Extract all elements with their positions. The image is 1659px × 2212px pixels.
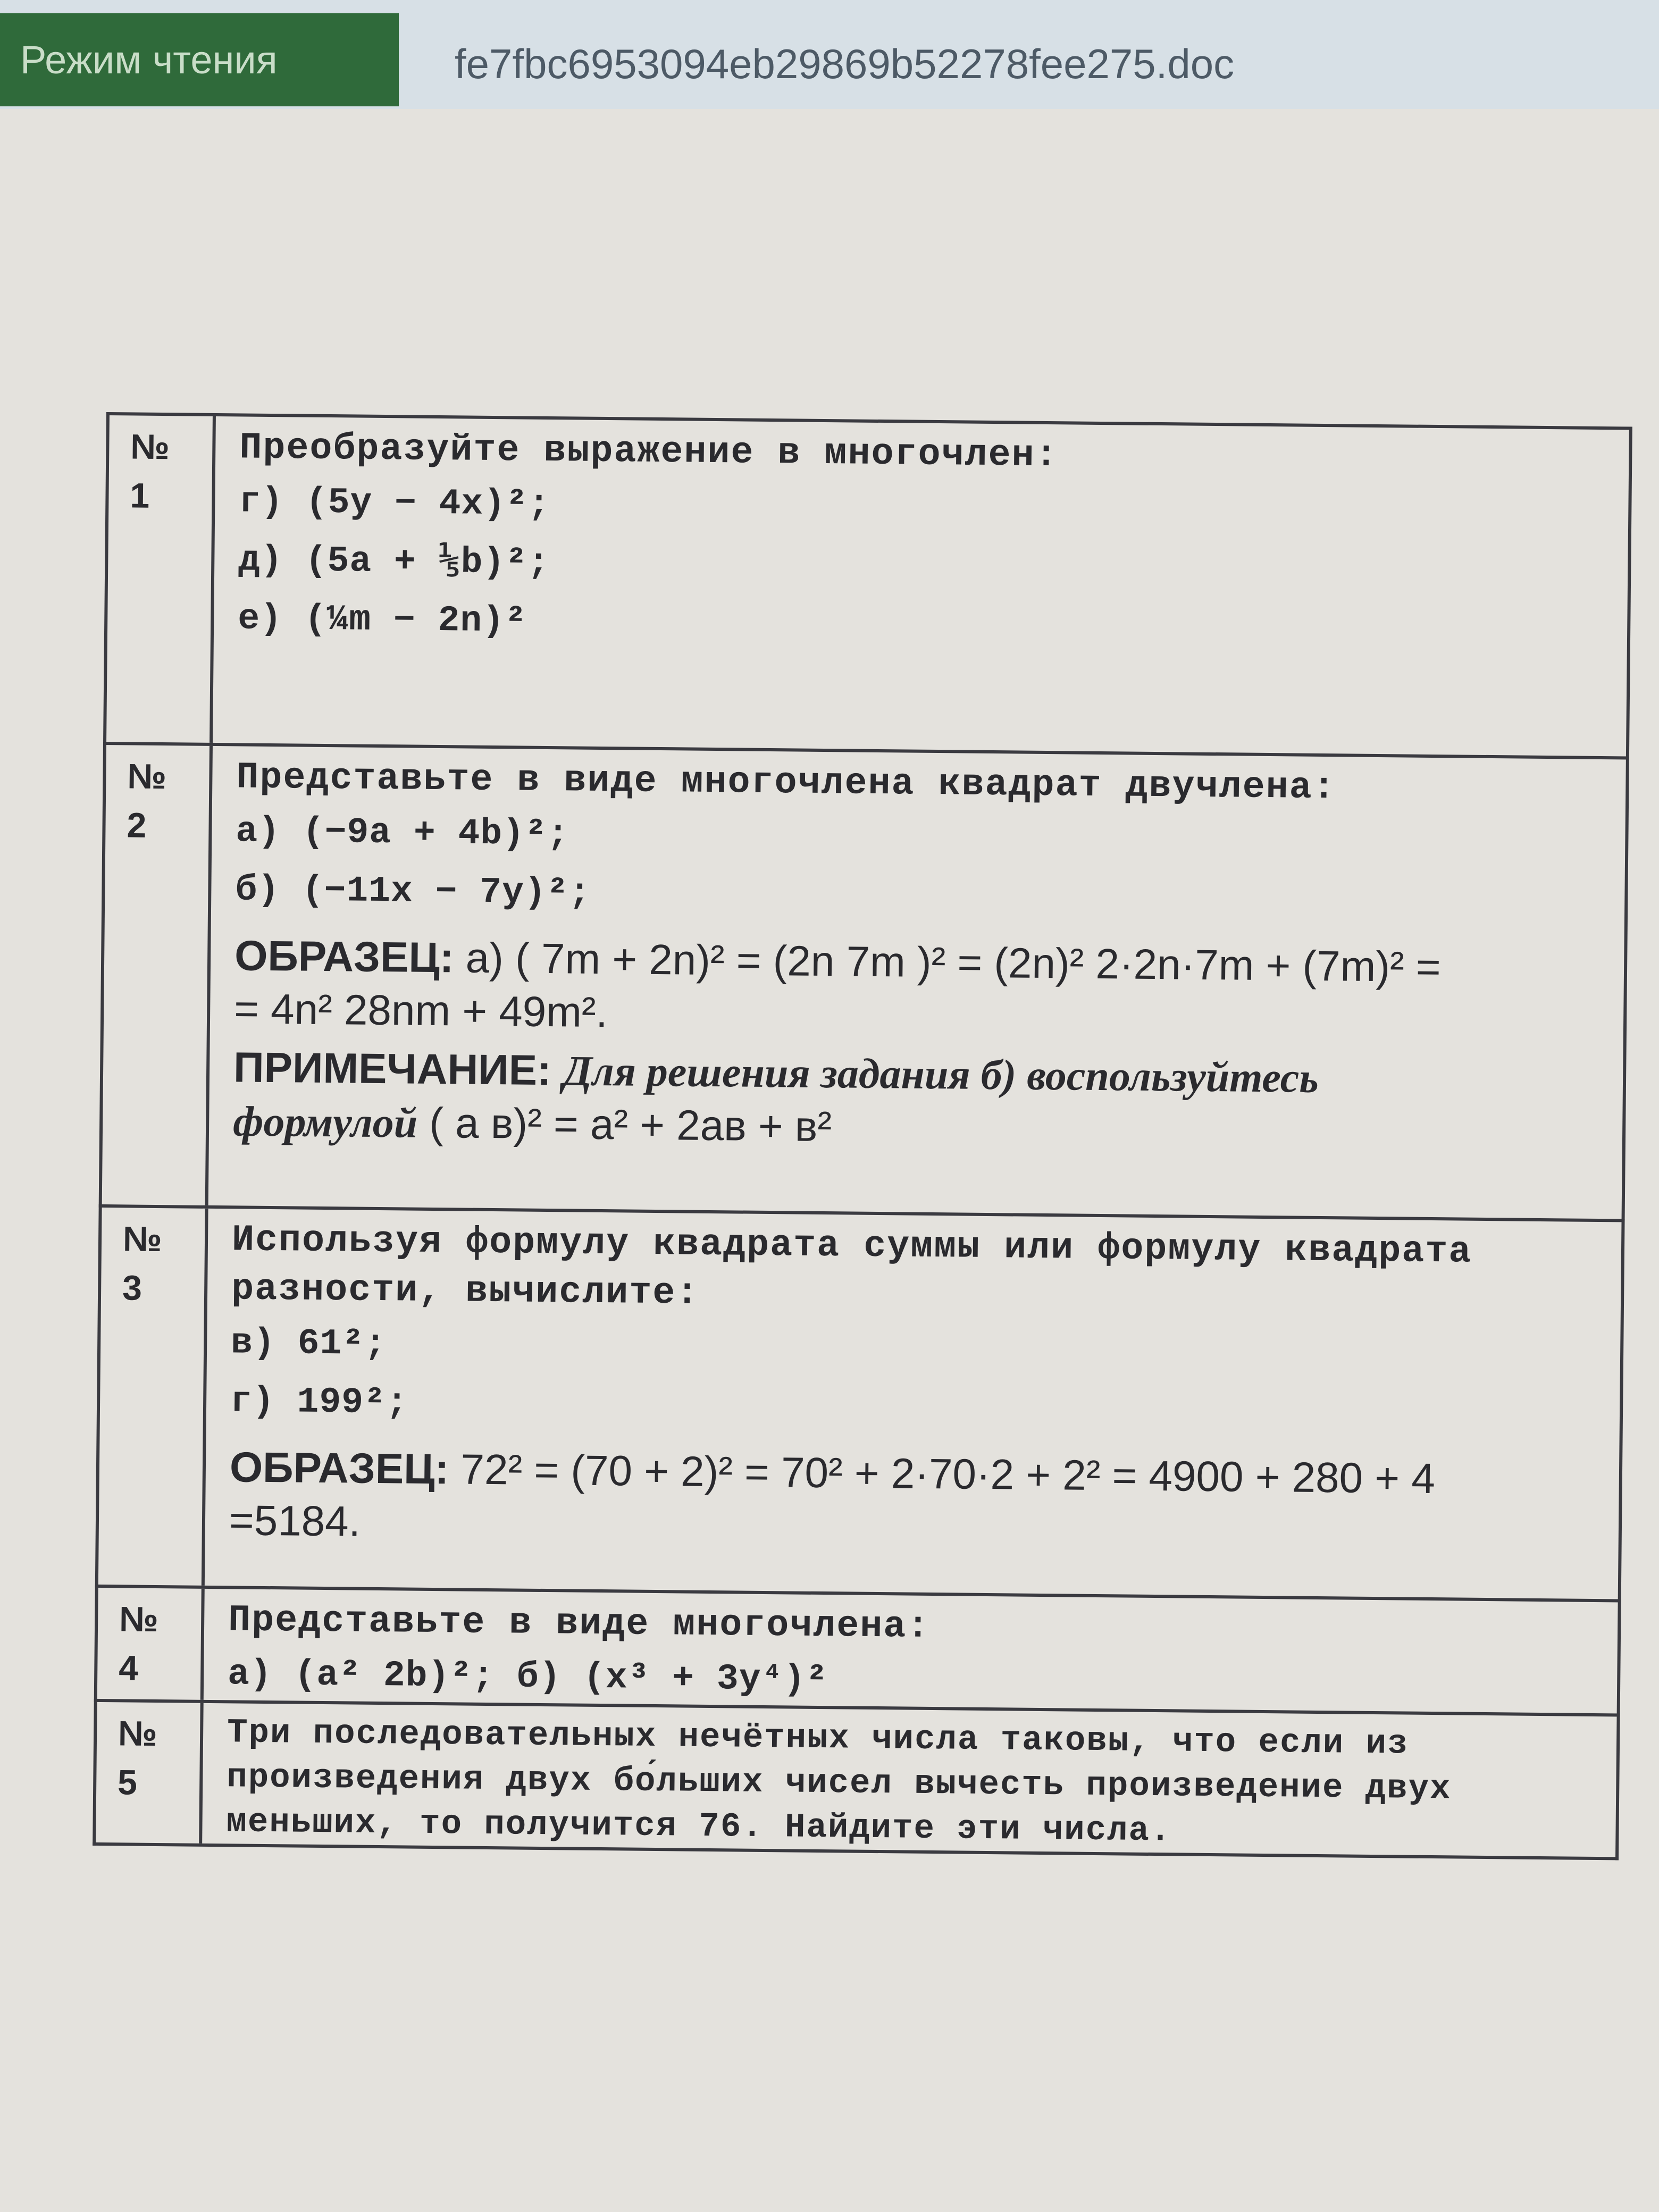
task-number: № 5: [96, 1702, 204, 1844]
sample-line: =5184.: [229, 1496, 361, 1545]
task-item: г) 199²;: [230, 1381, 408, 1424]
task-title: Представьте в виде многочлена квадрат двучлена:: [236, 757, 1337, 810]
task-title: Три последовательных нечётных числа таковы, что если из произведения двух бо́льших чисел вычесть произведение двух меньших, то получится 76. Найдите эти числа.: [226, 1714, 1452, 1851]
sample-line: = 4n² 28nm + 49m².: [233, 985, 608, 1036]
task-number: № 3: [98, 1208, 208, 1586]
task-row-4: [94, 1588, 1621, 1717]
sample-label: ОБРАЗЕЦ:: [229, 1443, 449, 1493]
sample-line: 72² = (70 + 2)² = 70² + 2·70·2 + 2² = 4900 + 280 + 4: [460, 1445, 1436, 1503]
task-item: д) (5a + ⅕b)²;: [238, 540, 550, 584]
task-item: а) (−9a + 4b)²;: [236, 811, 569, 856]
task-row-2: [99, 745, 1629, 1222]
task-row-3: [95, 1208, 1625, 1603]
task-content: [213, 416, 1629, 756]
reading-mode-button[interactable]: Режим чтения: [0, 13, 399, 106]
note-label: ПРИМЕЧАНИЕ:: [233, 1043, 552, 1094]
task-number: № 1: [106, 415, 216, 743]
task-item: б) (−11x − 7y)²;: [235, 869, 591, 914]
top-bar: [0, 0, 1659, 111]
task-number: № 4: [97, 1588, 205, 1700]
task-content: [202, 1703, 1616, 1857]
task-item: г) (5y − 4x)²;: [239, 481, 551, 526]
task-title: Преобразуйте выражение в многочлен:: [239, 427, 1059, 477]
task-item: а) (a² 2b)²; б) (x³ + 3y⁴)²: [227, 1654, 828, 1701]
task-content: [204, 1589, 1618, 1714]
document-filename: fe7fbc6953094eb29869b52278fee275.doc: [455, 40, 1235, 87]
sample-label: ОБРАЗЕЦ:: [234, 932, 455, 982]
task-row-5: [93, 1702, 1620, 1861]
note-word: формулой: [232, 1098, 418, 1147]
task-number: № 2: [102, 745, 213, 1205]
task-item: в) 61²;: [230, 1322, 387, 1365]
task-row-1: [103, 415, 1632, 760]
task-item: е) (¼m − 2n)²: [237, 598, 527, 642]
note-formula: ( а в)² = а² + 2ав + в²: [429, 1099, 832, 1151]
sample-line: а) ( 7m + 2n)² = (2n 7m )² = (2n)² 2·2n·7m + (7m)² =: [465, 934, 1441, 991]
task-content: [208, 746, 1626, 1219]
task-title: Представьте в виде многочлена:: [228, 1599, 931, 1648]
note-text: Для решения задания б) воспользуйтесь: [563, 1048, 1319, 1102]
tasks-table: [93, 412, 1632, 1860]
document-page: [0, 109, 1659, 2212]
task-title: Используя формулу квадрата суммы или формулу квадрата разности, вычислите:: [231, 1219, 1472, 1315]
task-content: [205, 1209, 1622, 1599]
